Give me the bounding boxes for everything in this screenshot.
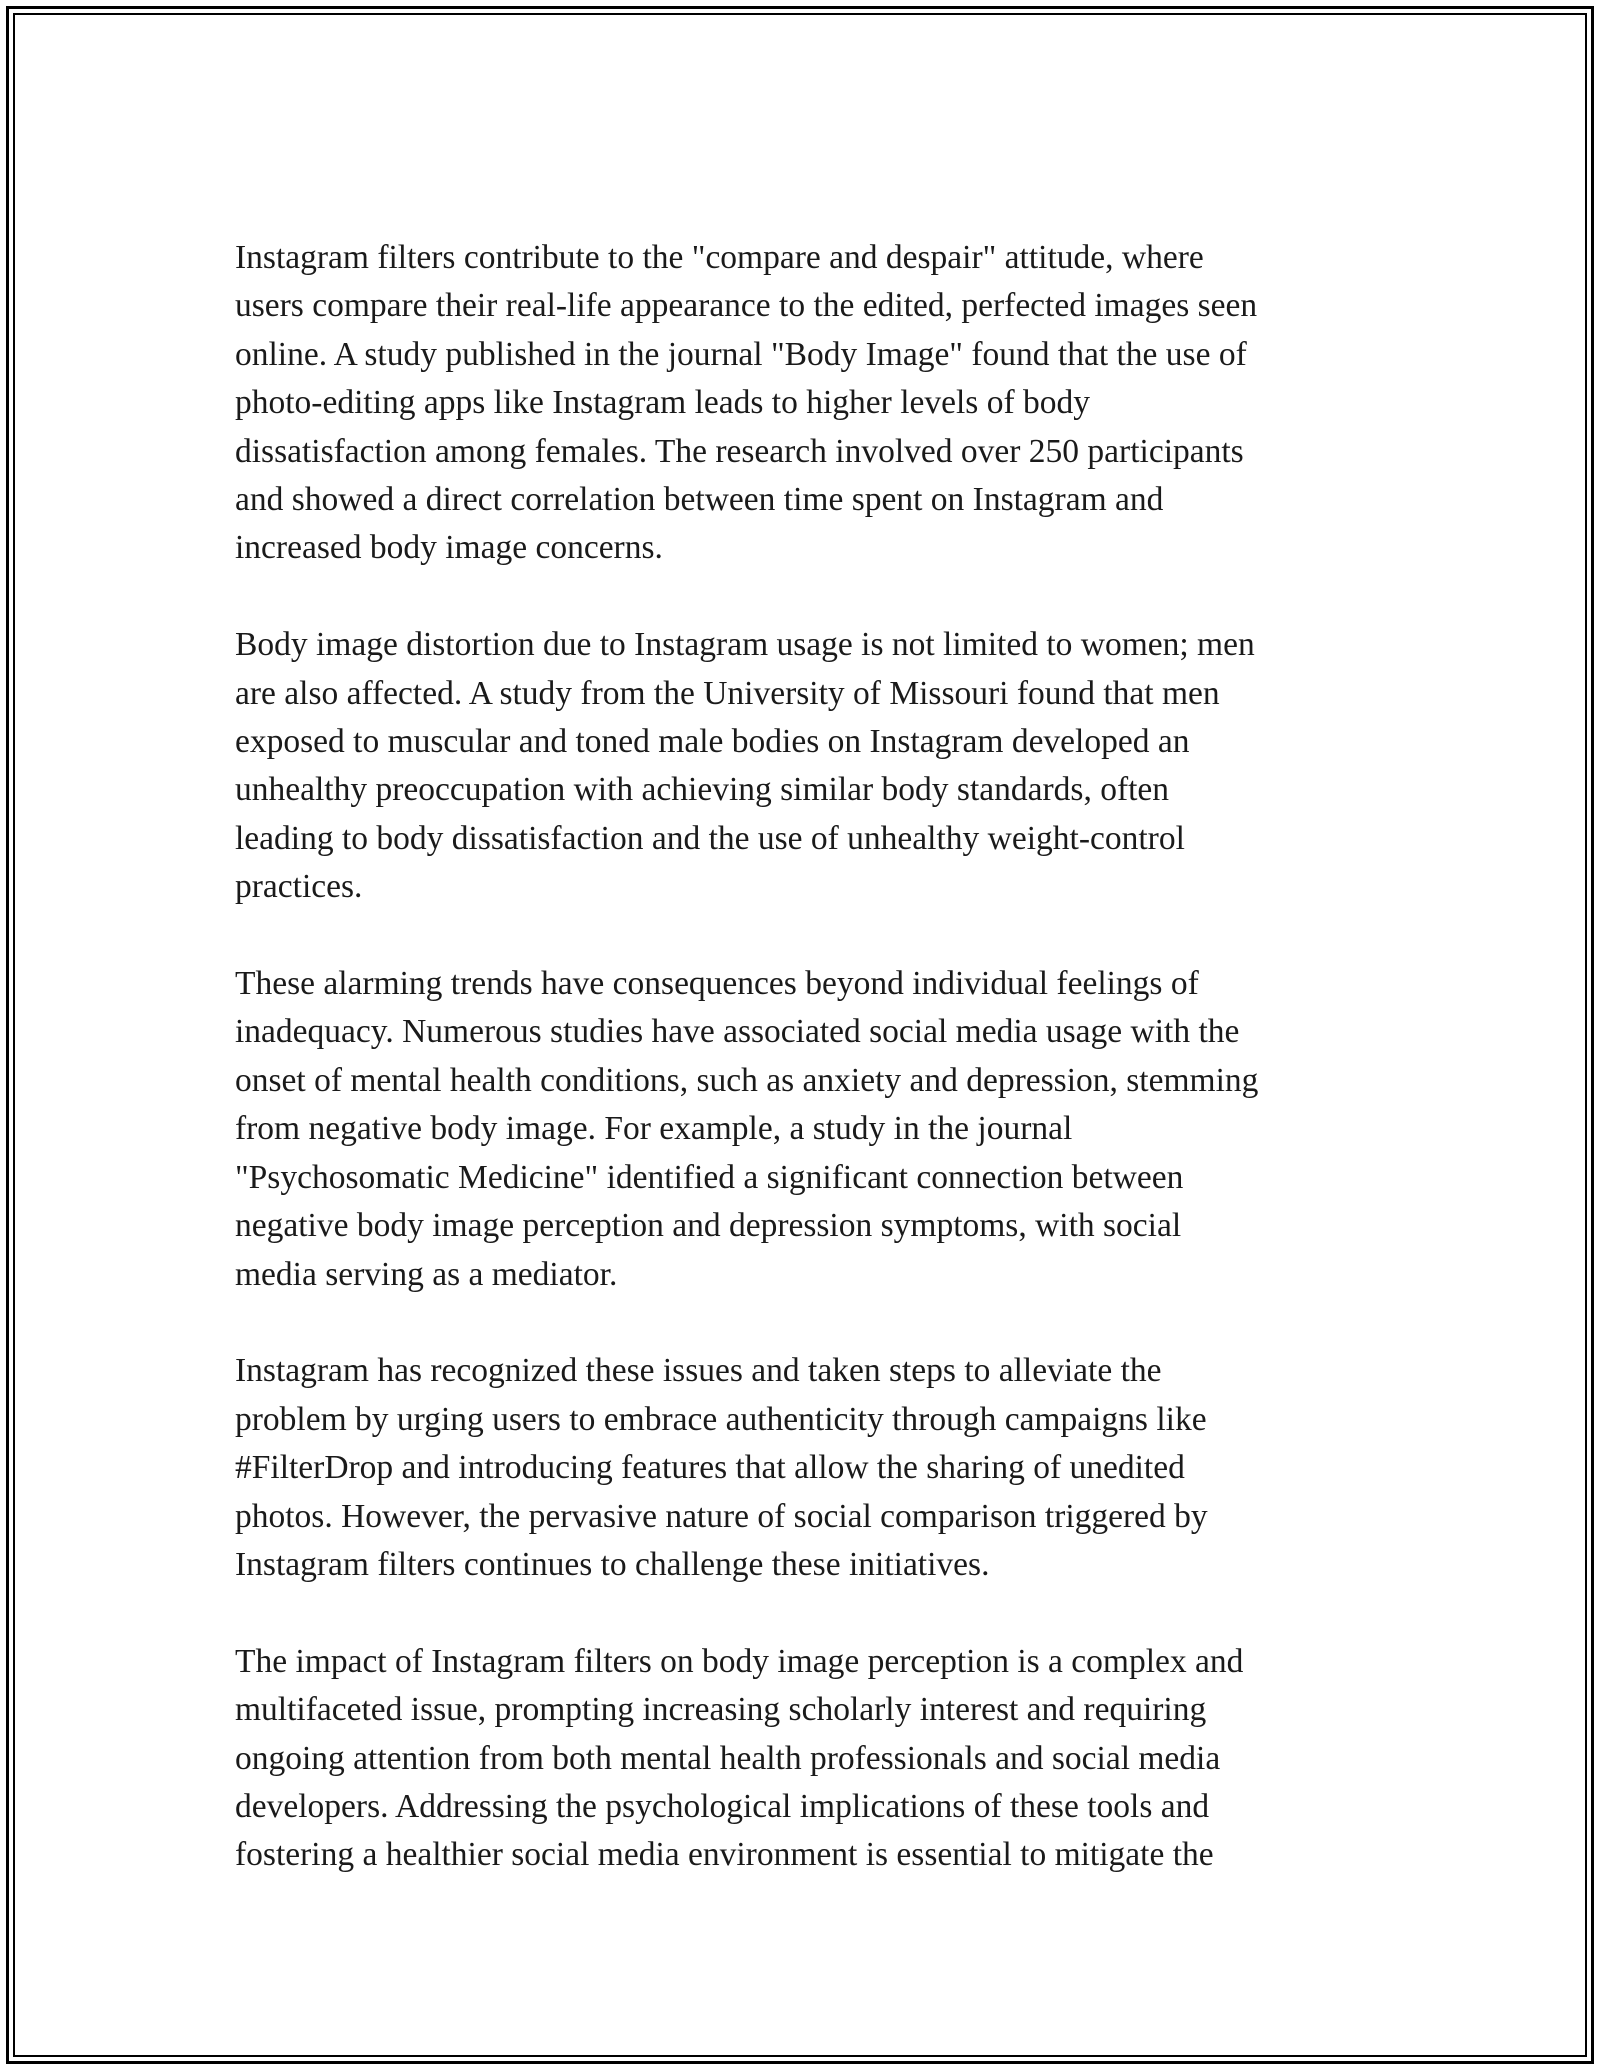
text-line: increased body image concerns. [235,529,663,567]
text-line: Instagram has recognized these issues and taken steps to alleviate the [235,1352,1162,1390]
text-line: users compare their real-life appearance to the edited, perfected images seen [235,287,1258,325]
text-line: fostering a healthier social media environment is essential to mitigate the [235,1836,1214,1874]
text-line: developers. Addressing the psychological implications of these tools and [235,1787,1210,1825]
text-line: are also affected. A study from the University of Missouri found that men [235,674,1220,712]
paragraph-2 [235,621,1375,911]
text-line: Instagram filters contribute to the "compare and despair" attitude, where [235,239,1204,276]
paragraph-3 [235,960,1375,1299]
text-line: practices. [235,868,363,906]
text-line: Body image distortion due to Instagram usage is not limited to women; men [235,626,1255,664]
text-line: "Psychosomatic Medicine" identified a significant connection between [235,1158,1184,1196]
text-line: and showed a direct correlation between time spent on Instagram and [235,481,1164,519]
paragraph-1 [235,234,1375,573]
text-line: Instagram filters continues to challenge these initiatives. [235,1545,990,1583]
text-line: The impact of Instagram filters on body image perception is a complex and [235,1642,1244,1680]
document-body [235,234,1375,1928]
text-line: onset of mental health conditions, such as anxiety and depression, stemming [235,1061,1259,1099]
text-line: leading to body dissatisfaction and the use of unhealthy weight-control [235,819,1185,857]
text-line: problem by urging users to embrace authenticity through campaigns like [235,1400,1207,1438]
text-line: These alarming trends have consequences beyond individual feelings of [235,965,1199,1003]
text-line: photo-editing apps like Instagram leads to higher levels of body [235,384,1090,422]
paragraph-5 [235,1638,1375,1880]
text-line: #FilterDrop and introducing features that allow the sharing of unedited [235,1449,1185,1487]
text-line: multifaceted issue, prompting increasing scholarly interest and requiring [235,1691,1207,1729]
text-line: ongoing attention from both mental health professionals and social media [235,1739,1221,1777]
text-line: negative body image perception and depression symptoms, with social [235,1207,1182,1245]
paragraph-4 [235,1347,1375,1589]
text-line: dissatisfaction among females. The research involved over 250 participants [235,432,1244,470]
text-line: media serving as a mediator. [235,1255,618,1293]
text-line: online. A study published in the journal "Body Image" found that the use of [235,335,1247,373]
text-line: exposed to muscular and toned male bodies on Instagram developed an [235,723,1190,761]
text-line: from negative body image. For example, a study in the journal [235,1110,1073,1148]
text-line: photos. However, the pervasive nature of social comparison triggered by [235,1497,1208,1535]
text-line: unhealthy preoccupation with achieving similar body standards, often [235,771,1170,809]
text-line: inadequacy. Numerous studies have associated social media usage with the [235,1013,1240,1051]
